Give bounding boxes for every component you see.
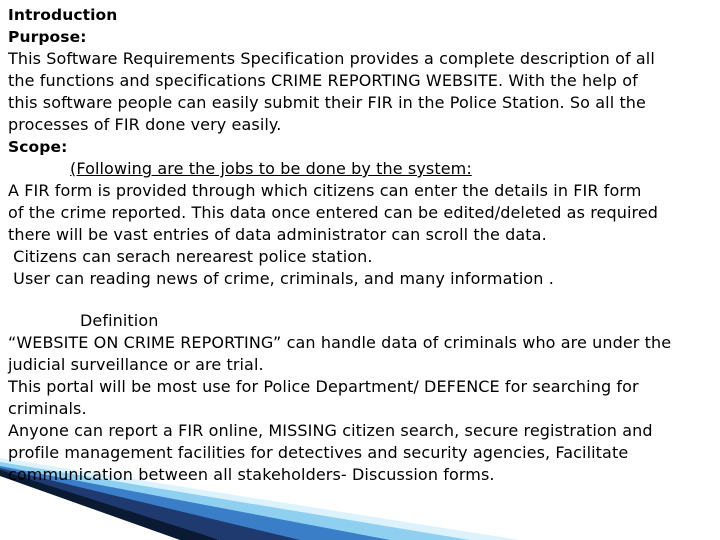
purpose-line: This Software Requirements Specification provides a complete description of all bbox=[8, 49, 655, 68]
definition-line: criminals. bbox=[8, 399, 87, 418]
definition-line: “WEBSITE ON CRIME REPORTING” can handle data of criminals who are under the bbox=[8, 333, 672, 352]
scope-subheading: (Following are the jobs to be done by the system: bbox=[70, 159, 472, 178]
scope-label: Scope: bbox=[8, 138, 68, 156]
scope-line: there will be vast entries of data administrator can scroll the data. bbox=[8, 225, 547, 244]
purpose-line: the functions and specifications CRIME REPORTING WEBSITE. With the help of bbox=[8, 71, 638, 90]
definition-line: This portal will be most use for Police Department/ DEFENCE for searching for bbox=[8, 377, 639, 396]
definition-line: profile management facilities for detectives and security agencies, Facilitate bbox=[8, 443, 629, 462]
definition-line: judicial surveillance or are trial. bbox=[8, 355, 264, 374]
definition-line: Anyone can report a FIR online, MISSING citizen search, secure registration and bbox=[8, 421, 653, 440]
scope-line: Citizens can serach nerearest police station. bbox=[8, 247, 373, 266]
purpose-label: Purpose: bbox=[8, 28, 87, 46]
purpose-line: this software people can easily submit their FIR in the Police Station. So all the bbox=[8, 93, 646, 112]
definition-line: communication between all stakeholders- Discussion forms. bbox=[8, 465, 495, 484]
scope-line: of the crime reported. This data once entered can be edited/deleted as required bbox=[8, 203, 659, 222]
scope-line: A FIR form is provided through which citizens can enter the details in FIR form bbox=[8, 181, 642, 200]
purpose-line: processes of FIR done very easily. bbox=[8, 115, 282, 134]
introduction-heading: Introduction bbox=[8, 6, 118, 24]
scope-line: User can reading news of crime, criminals, and many information . bbox=[8, 269, 554, 288]
definition-heading: Definition bbox=[80, 311, 159, 330]
